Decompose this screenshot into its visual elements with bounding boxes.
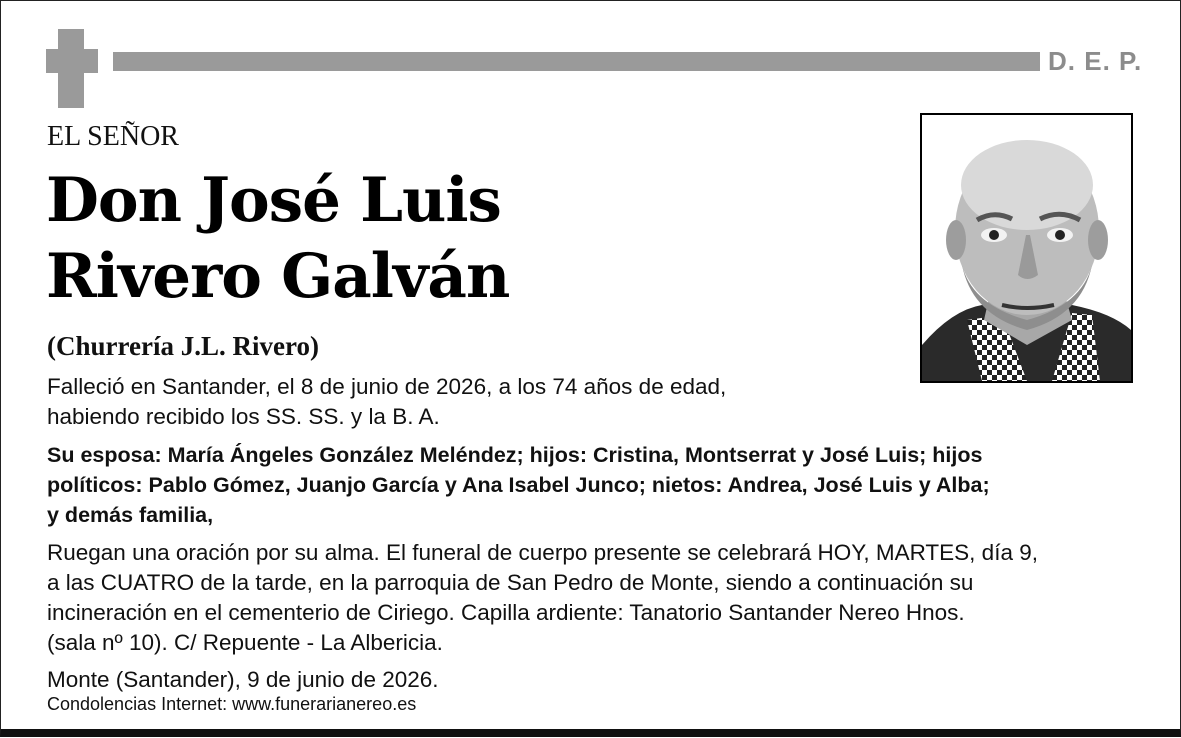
name-line-1: Don José Luis bbox=[46, 165, 501, 236]
deceased-name bbox=[46, 163, 509, 315]
death-line-1: Falleció en Santander, el 8 de junio de 2026, a los 74 años de edad, bbox=[47, 374, 727, 399]
ceremony-line-1: Ruegan una oración por su alma. El funeral de cuerpo presente se celebrará HOY, MARTES, día 9, bbox=[47, 540, 1038, 565]
family-line-2: políticos: Pablo Gómez, Juanjo García y Ana Isabel Junco; nietos: Andrea, José Luis y Alba; bbox=[47, 473, 990, 497]
dep-label: D. E. P. bbox=[1048, 46, 1143, 76]
death-line-2: habiendo recibido los SS. SS. y la B. A. bbox=[47, 404, 440, 429]
nickname: (Churrería J.L. Rivero) bbox=[47, 331, 319, 361]
cross-icon-bar bbox=[46, 49, 98, 73]
ceremony-line-4: (sala nº 10). C/ Repuente - La Albericia. bbox=[47, 630, 443, 655]
portrait-illustration bbox=[922, 115, 1131, 381]
portrait-photo bbox=[920, 113, 1133, 383]
honorific: EL SEÑOR bbox=[47, 121, 179, 152]
ceremony-line-3: incineración en el cementerio de Ciriego. Capilla ardiente: Tanatorio Santander Nereo Hnos. bbox=[47, 600, 965, 625]
family-line-3: y demás familia, bbox=[47, 503, 214, 527]
place-date: Monte (Santander), 9 de junio de 2026. bbox=[47, 667, 439, 692]
condolences-line: Condolencias Internet: www.funerarianereo.es bbox=[47, 694, 417, 714]
ceremony-line-2: a las CUATRO de la tarde, en la parroquia de San Pedro de Monte, siendo a continuación su bbox=[47, 570, 974, 595]
name-line-2: Rivero Galván bbox=[46, 241, 510, 312]
family-line-1: Su esposa: María Ángeles González Meléndez; hijos: Cristina, Montserrat y José Luis; hijos bbox=[47, 443, 983, 467]
header-rule bbox=[113, 52, 1040, 71]
